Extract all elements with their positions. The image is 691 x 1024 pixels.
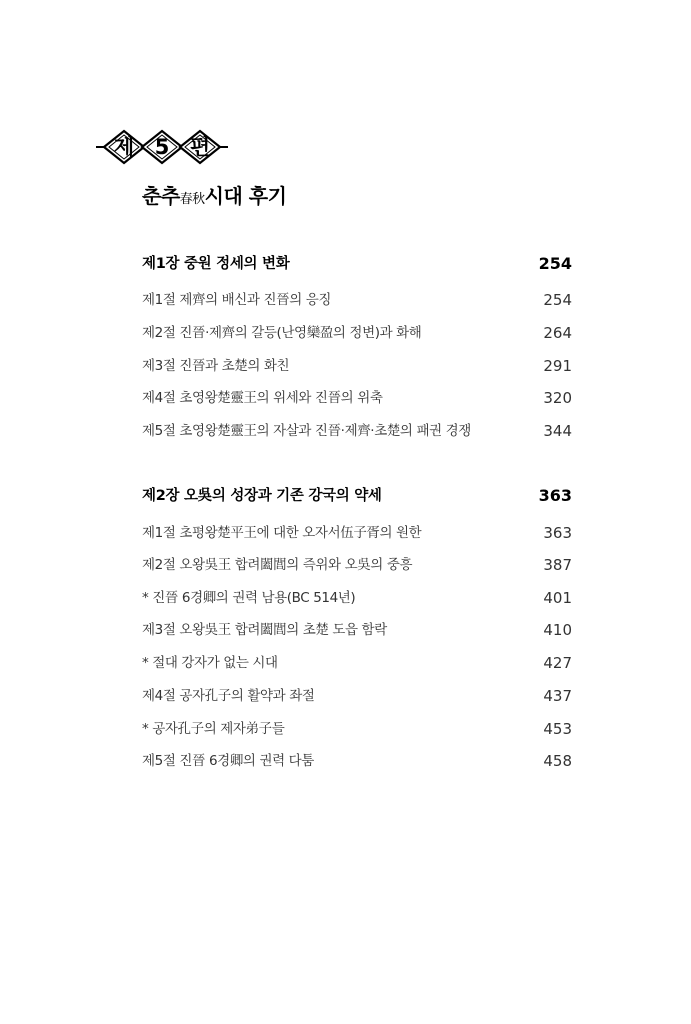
toc-entry-title: * 절대 강자가 없는 시대 (142, 655, 278, 671)
toc-entry-title: 제1장 중원 정세의 변화 (142, 256, 290, 272)
toc-section-row (142, 322, 572, 344)
toc-section-row (142, 522, 572, 544)
toc-section-row (142, 387, 572, 409)
toc-page-number: 254 (543, 291, 572, 309)
toc-chapter-row (142, 485, 572, 507)
part-title-main: 춘추 (142, 184, 180, 208)
toc-page-number: 363 (538, 486, 572, 505)
toc-page-number: 363 (543, 524, 572, 542)
toc-page-number: 410 (543, 621, 572, 639)
toc-page-number: 458 (543, 752, 572, 770)
toc-page-number: 254 (538, 254, 572, 273)
toc-section-row (142, 554, 572, 576)
toc-section-row (142, 355, 572, 377)
toc-entry-title: 제2절 진晉·제齊의 갈등(난영欒盈의 정변)과 화해 (142, 325, 422, 341)
part-title-rest: 시대 후기 (204, 184, 287, 208)
toc-page-number: 453 (543, 720, 572, 738)
toc-section-row (142, 619, 572, 641)
toc-section-row (142, 289, 572, 311)
toc-section-row (142, 652, 572, 674)
toc-entry-title: 제5절 진晉 6경卿의 권력 다툼 (142, 753, 314, 769)
toc-entry-title: 제5절 초영왕楚靈王의 자살과 진晉·제齊·초楚의 패권 경쟁 (142, 423, 471, 439)
part-title (142, 180, 286, 209)
toc-entry-title: * 공자孔子의 제자弟子들 (142, 721, 285, 737)
toc-page-number: 291 (543, 357, 572, 375)
toc-chapter-row (142, 253, 572, 275)
part-number: 5 (154, 135, 170, 159)
part-label-char: 제 (113, 135, 135, 159)
toc-entry-title: 제3절 오왕吳王 합려闔閭의 초楚 도읍 함락 (142, 622, 387, 638)
part-header (96, 127, 236, 167)
toc-entry-title: 제4절 초영왕楚靈王의 위세와 진晉의 위축 (142, 390, 383, 406)
toc-entry-title: 제2장 오吳의 성장과 기존 강국의 약세 (142, 488, 382, 504)
toc-section-row (142, 685, 572, 707)
toc-section-row (142, 420, 572, 442)
toc-page-number: 264 (543, 324, 572, 342)
toc-page-number: 401 (543, 589, 572, 607)
toc-entry-title: 제2절 오왕吳王 합려闔閭의 즉위와 오吳의 중흥 (142, 557, 413, 573)
toc-entry-title: 제1절 초평왕楚平王에 대한 오자서伍子胥의 원한 (142, 525, 422, 541)
toc-entry-title: 제3절 진晉과 초楚의 화친 (142, 358, 290, 374)
toc-page-number: 437 (543, 687, 572, 705)
part-label-char: 편 (189, 135, 211, 159)
toc-page-number: 344 (543, 422, 572, 440)
toc-page-number: 427 (543, 654, 572, 672)
toc-entry-title: * 진晉 6경卿의 권력 남용(BC 514년) (142, 590, 356, 606)
toc-entry-title: 제1절 제齊의 배신과 진晉의 응징 (142, 292, 332, 308)
toc-section-row (142, 718, 572, 740)
part-title-hanja: 春秋 (179, 192, 205, 207)
toc-page-number: 387 (543, 556, 572, 574)
toc-entry-title: 제4절 공자孔子의 활약과 좌절 (142, 688, 315, 704)
toc-page-number: 320 (543, 389, 572, 407)
toc-section-row (142, 587, 572, 609)
toc-section-row (142, 750, 572, 772)
